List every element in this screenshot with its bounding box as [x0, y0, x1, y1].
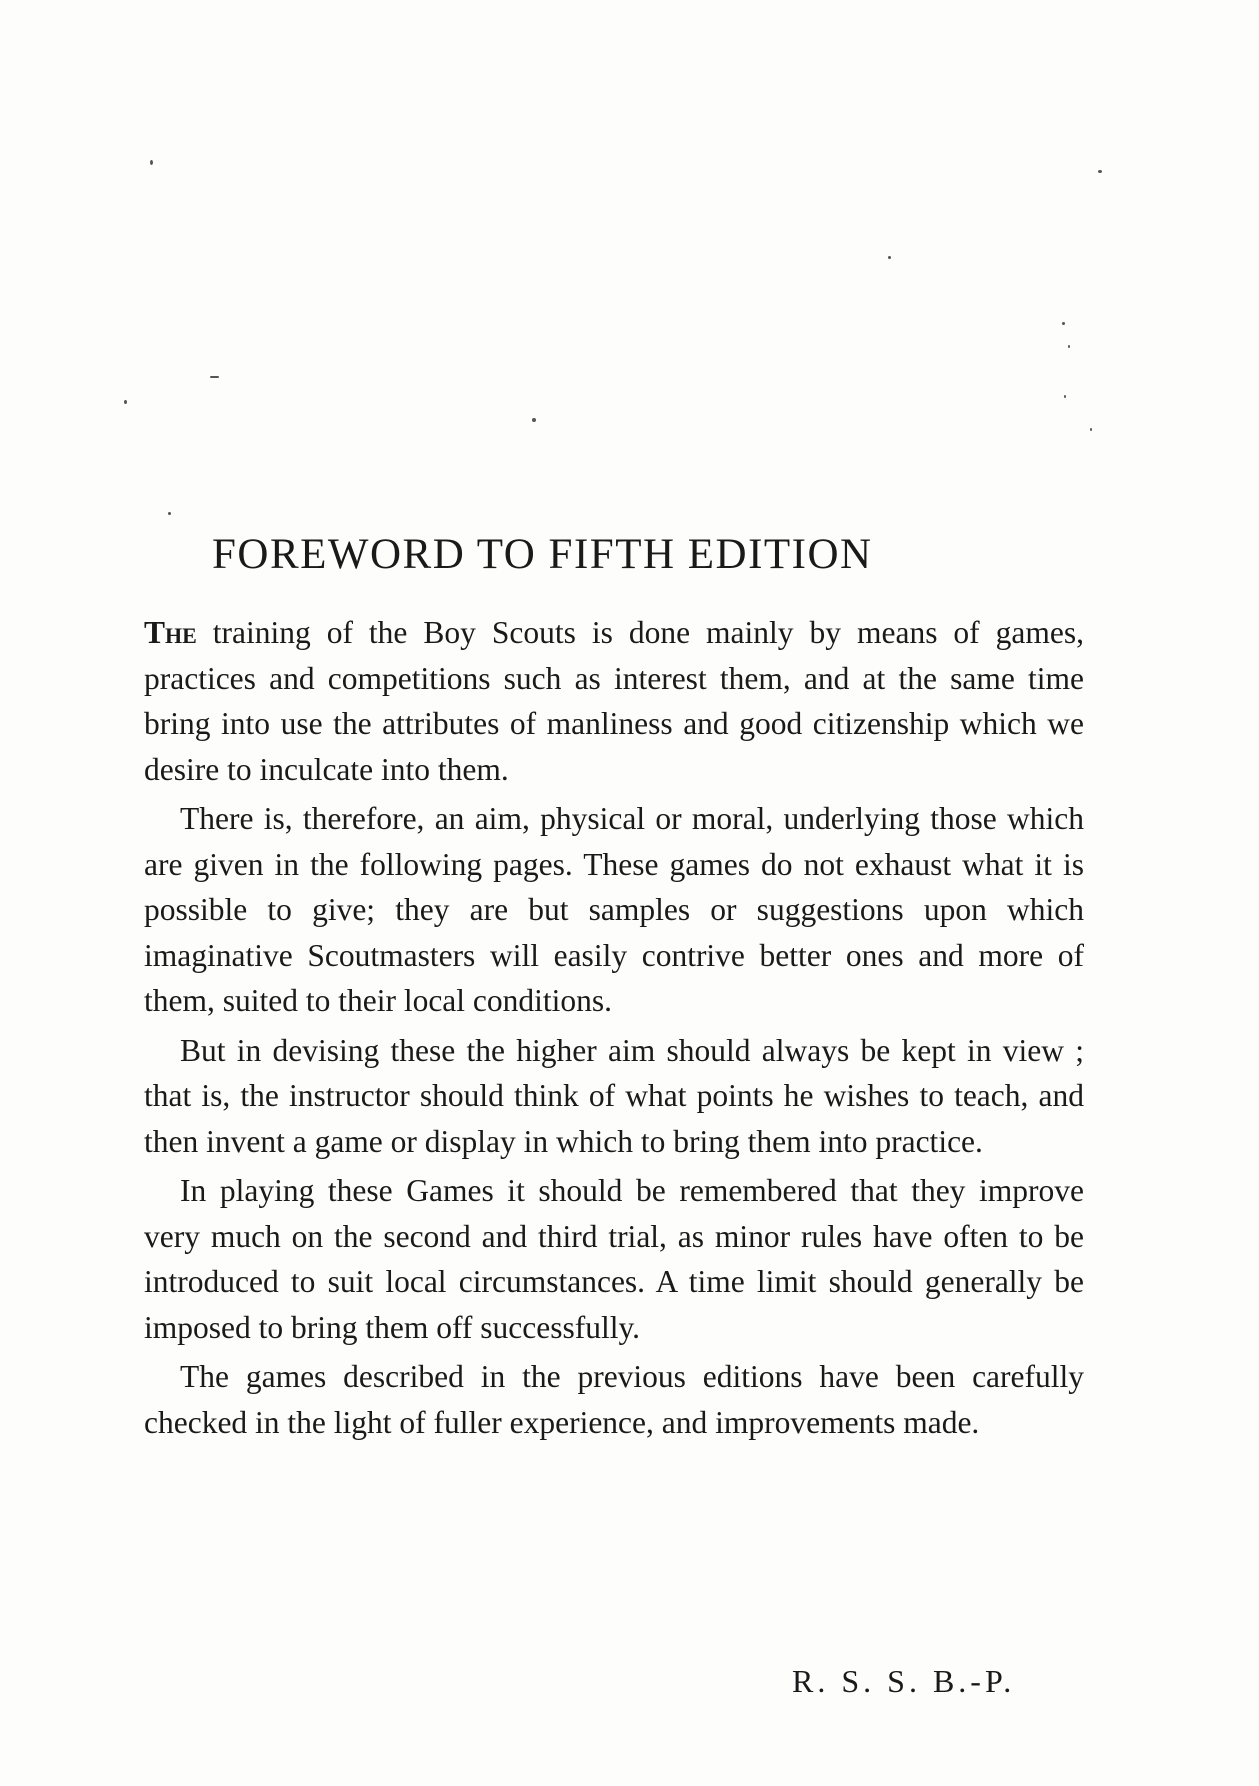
signature-initials: R. S. S. B.-P.: [792, 1663, 1016, 1699]
paragraph-1: [144, 610, 1084, 792]
paragraph-4: In playing these Games it should be remembered that they improve very much on the second and third trial, as minor rules have often to be introduced to suit local circumstances. A time limit should generally be imposed to bring them off successfully.: [144, 1173, 1084, 1345]
scan-speck: [1064, 395, 1066, 398]
scan-speck: [1068, 345, 1070, 348]
paragraph-5: The games described in the previous editions have been carefully checked in the light of fuller experience, and improvements made.: [144, 1359, 1084, 1440]
scan-speck: [1090, 428, 1092, 431]
scan-speck: [1098, 170, 1102, 173]
paragraph-text: training of the Boy Scouts is done mainly by means of games, practices and competitions such as interest them, and at the same time bring into use the attributes of manliness and good citizenship which we desire to inculcate into them.: [144, 615, 1084, 787]
scan-speck: [1062, 322, 1065, 325]
paragraph-lead-word: The: [144, 615, 197, 650]
foreword-body: [144, 610, 1084, 1449]
page-title: FOREWORD TO FIFTH EDITION: [212, 531, 873, 578]
scan-speck: [150, 160, 153, 165]
scan-speck: [532, 418, 536, 422]
paragraph-3: But in devising these the higher aim should always be kept in view ; that is, the instructor should think of what points he wishes to teach, and then invent a game or display in which to bring them into practice.: [144, 1032, 1084, 1159]
scan-speck: [210, 376, 219, 378]
scan-speck: [124, 400, 127, 404]
scan-speck: [888, 256, 891, 259]
scan-speck: [168, 512, 171, 515]
paragraph-2: There is, therefore, an aim, physical or moral, underlying those which are given in the following pages. These games do not exhaust what it is possible to give; they are but samples or suggestions upon which imaginative Scoutmasters will easily contrive better ones and more of them, suited to their local conditions.: [144, 801, 1084, 1018]
